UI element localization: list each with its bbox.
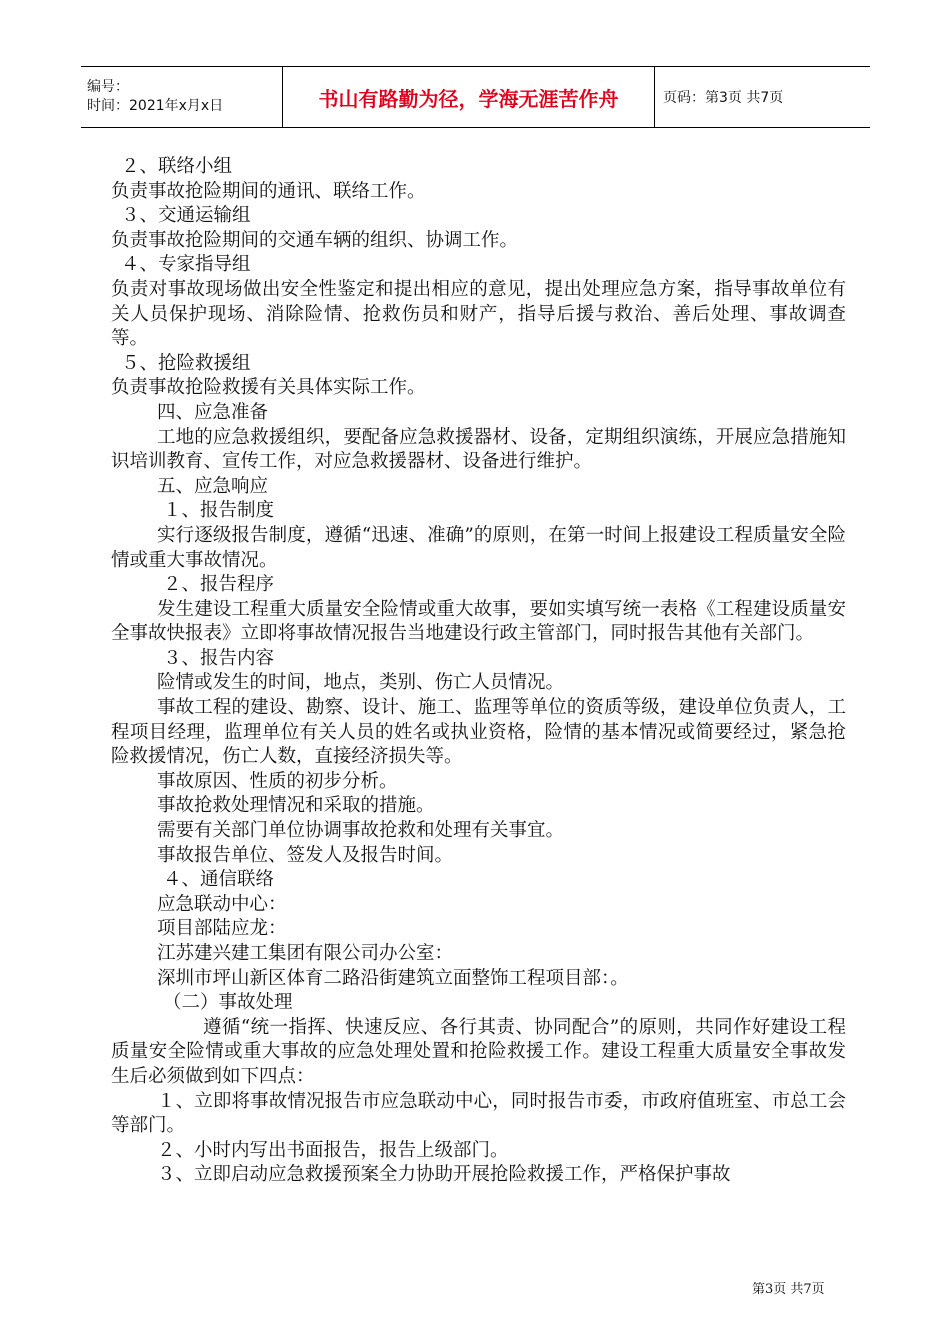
paragraph: 事故原因、性质的初步分析。 bbox=[157, 770, 398, 792]
paragraph: 事故抢救处理情况和采取的措施。 bbox=[157, 795, 435, 817]
section-heading: １、报告制度 bbox=[163, 500, 275, 522]
document-body bbox=[111, 155, 846, 1188]
document-date-label: 时间：2021年x月x日 bbox=[87, 98, 224, 114]
paragraph: 实行逐级报告制度，遵循“迅速、准确”的原则，在第一时间上报建设工程质量安全险情或重大事故情况。 bbox=[111, 524, 846, 571]
header-motto bbox=[282, 67, 655, 127]
paragraph: 事故报告单位、签发人及报告时间。 bbox=[157, 844, 454, 866]
header-page-label: 页码：第3页 共7页 bbox=[663, 90, 784, 106]
paragraph: 遵循“统一指挥、快速反应、各行其责、协同配合”的原则，共同作好建设工程质量安全险情或重大事故的应急处理处置和抢险救援工作。建设工程重大质量安全事故发生后必须做到如下四点： bbox=[111, 1016, 846, 1087]
section-heading: ３、交通运输组 bbox=[121, 205, 251, 227]
list-item: ３、立即启动应急救援预案全力协助开展抢险救援工作，严格保护事故 bbox=[157, 1164, 731, 1186]
section-heading: ２、联络小组 bbox=[121, 156, 233, 177]
motto-text: 书山有路勤为径，学海无涯苦作舟 bbox=[318, 86, 619, 111]
paragraph: 发生建设工程重大质量安全险情或重大故事，要如实填写统一表格《工程建设质量安全事故快报表》立即将事故情况报告当地建设行政主管部门，同时报告其他有关部门。 bbox=[111, 598, 846, 645]
page-header bbox=[81, 66, 870, 128]
paragraph: 险情或发生的时间，地点，类别、伤亡人员情况。 bbox=[157, 672, 565, 694]
section-heading: ５、抢险救援组 bbox=[121, 352, 251, 374]
paragraph: 负责事故抢险期间的通讯、联络工作。 bbox=[111, 180, 426, 202]
chapter-heading: 四、应急准备 bbox=[157, 401, 269, 423]
section-heading: ２、报告程序 bbox=[163, 574, 275, 596]
chapter-heading: （二）事故处理 bbox=[163, 992, 293, 1014]
document-number-label: 编号： bbox=[87, 79, 129, 95]
header-page-info bbox=[655, 67, 870, 127]
contact-line: 项目部陆应龙： bbox=[157, 918, 287, 940]
page-footer bbox=[752, 1278, 825, 1297]
list-item: ２、小时内写出书面报告，报告上级部门。 bbox=[157, 1139, 509, 1161]
paragraph: 需要有关部门单位协调事故抢救和处理有关事宜。 bbox=[157, 820, 565, 842]
paragraph: 负责事故抢险期间的交通车辆的组织、协调工作。 bbox=[111, 229, 519, 251]
paragraph: 事故工程的建设、勘察、设计、施工、监理等单位的资质等级，建设单位负责人，工程项目经理，监理单位有关人员的姓名或执业资格，险情的基本情况或简要经过，紧急抢险救援情况，伤亡人数，直接经济损失等。 bbox=[111, 697, 846, 768]
contact-line: 江苏建兴建工集团有限公司办公室： bbox=[157, 943, 454, 964]
footer-page-number: 第3页 共7页 bbox=[752, 1282, 825, 1297]
list-item: １、立即将事故情况报告市应急联动中心，同时报告市委，市政府值班室、市总工会等部门。 bbox=[111, 1090, 846, 1137]
paragraph: 工地的应急救援组织，要配备应急救援器材、设备，定期组织演练，开展应急措施知识培训教育、宣传工作，对应急救援器材、设备进行维护。 bbox=[111, 426, 846, 473]
paragraph: 负责事故抢险救援有关具体实际工作。 bbox=[111, 377, 426, 399]
section-heading: ４、专家指导组 bbox=[121, 254, 251, 276]
contact-line: 深圳市坪山新区体育二路沿街建筑立面整饰工程项目部：。 bbox=[157, 967, 629, 989]
section-heading: ４、通信联络 bbox=[163, 869, 275, 891]
contact-line: 应急联动中心： bbox=[157, 893, 287, 915]
paragraph: 负责对事故现场做出安全性鉴定和提出相应的意见，提出处理应急方案，指导事故单位有关人员保护现场、消除险情、抢救伤员和财产，指导后援与救治、善后处理、事故调查等。 bbox=[111, 278, 846, 350]
header-meta bbox=[81, 67, 282, 127]
chapter-heading: 五、应急响应 bbox=[157, 475, 269, 497]
section-heading: ３、报告内容 bbox=[163, 647, 275, 669]
